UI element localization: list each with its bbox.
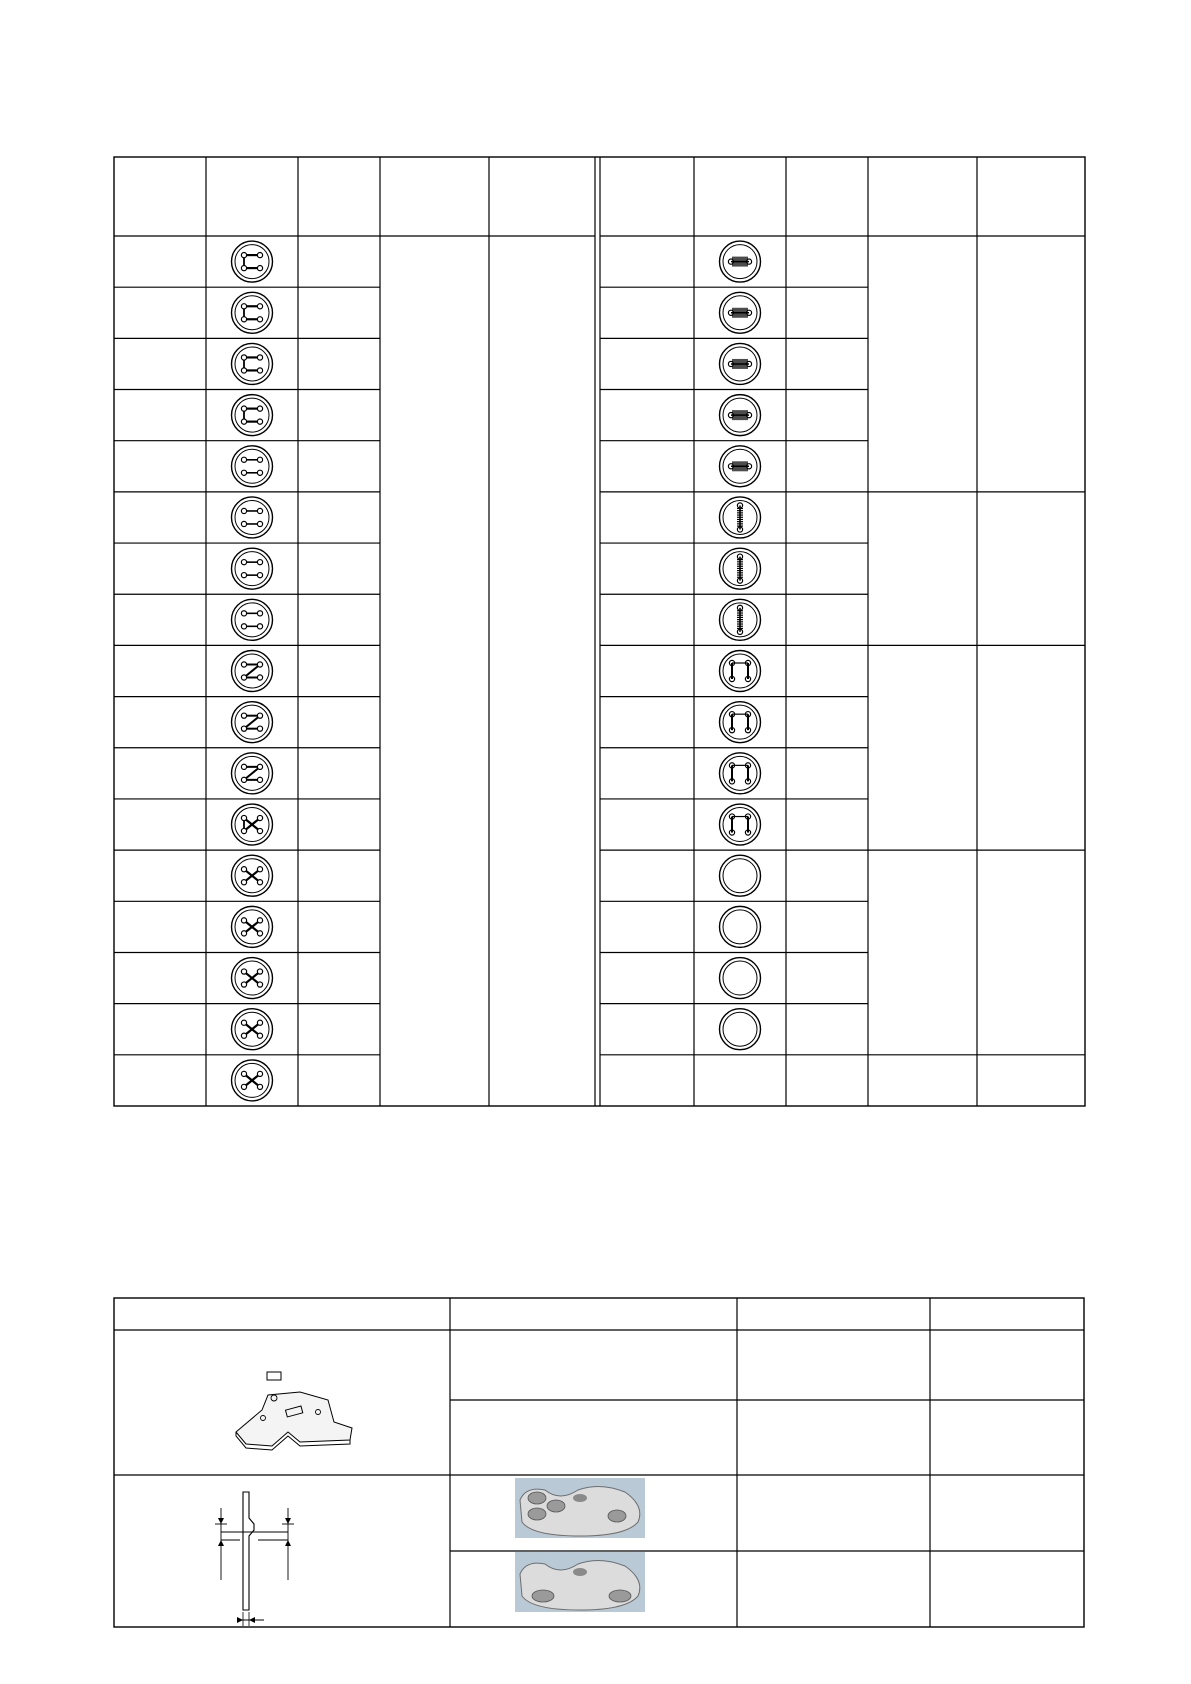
button-clamp-photo-b (515, 1552, 645, 1612)
button-clamp-photo-a (515, 1478, 645, 1538)
feed-plate-illustration (236, 1372, 352, 1450)
clamp-gauge-illustration (215, 1492, 294, 1626)
